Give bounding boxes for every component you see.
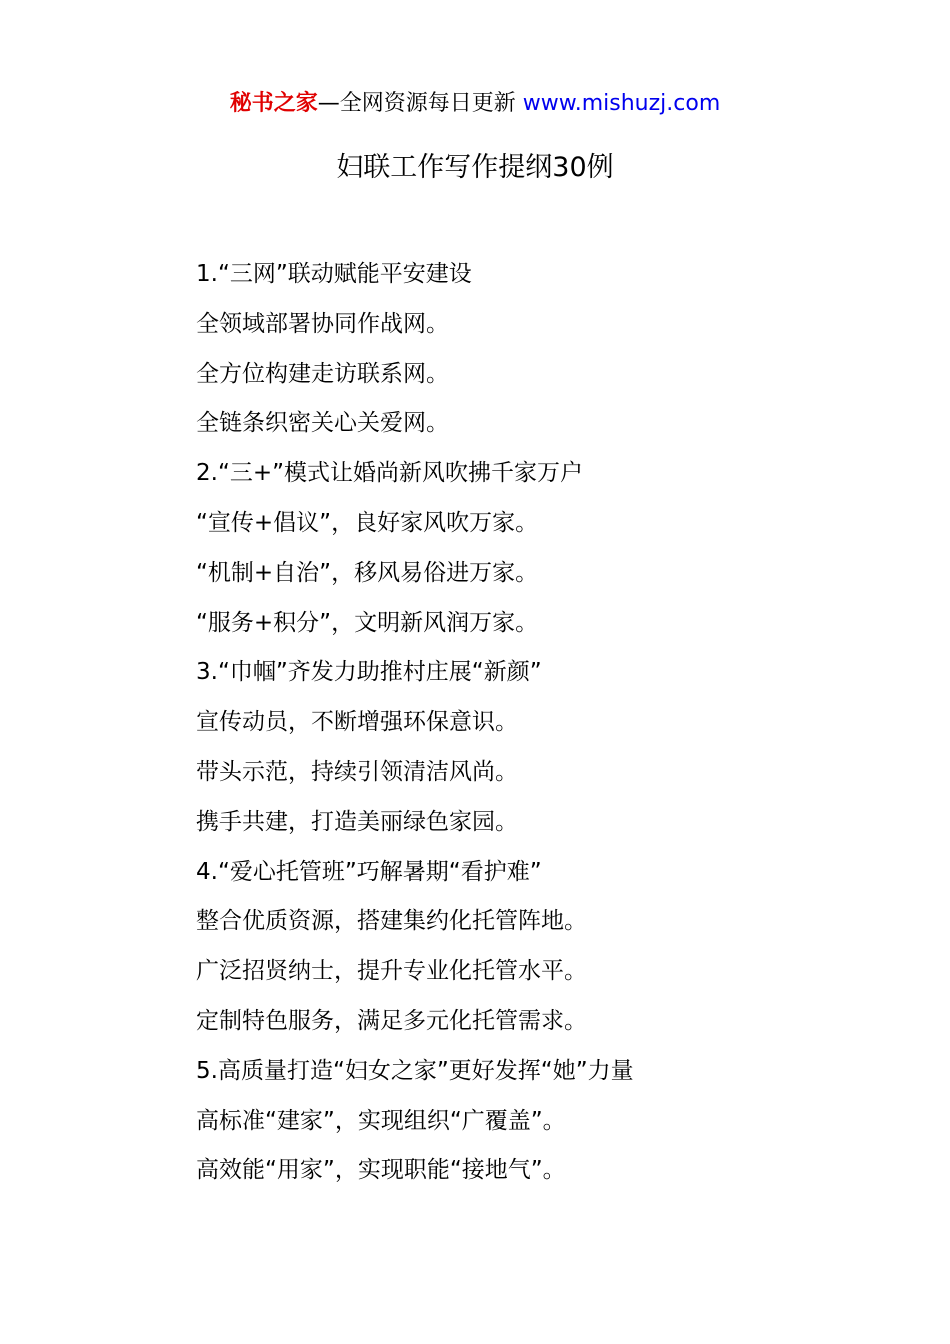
body-line: 携手共建，打造美丽绿色家园。 (196, 808, 518, 835)
body-line: “机制+自治”，移风易俗进万家。 (196, 559, 539, 586)
body-line: 宣传动员，不断增强环保意识。 (196, 709, 518, 736)
body-line: 全链条织密关心关爱网。 (196, 410, 449, 437)
body-line: “服务+积分”，文明新风润万家。 (196, 609, 539, 636)
section-heading-1: 1.“三网”联动赋能平安建设 (196, 261, 472, 287)
site-url-link[interactable]: www.mishuzj.com (522, 91, 721, 116)
section-heading-4: 4.“爱心托管班”巧解暑期“看护难” (196, 858, 542, 885)
body-line: 定制特色服务，满足多元化托管需求。 (196, 1007, 587, 1034)
document-body (196, 250, 916, 1196)
section-heading-2: 2.“三+”模式让婚尚新风吹拂千家万户 (196, 460, 584, 487)
body-line: 全领域部署协同作战网。 (196, 310, 449, 337)
body-line: 高标准“建家”，实现组织“广覆盖”。 (196, 1107, 566, 1134)
section-heading-5: 5.高质量打造“妇女之家”更好发挥“她”力量 (196, 1057, 634, 1084)
site-header (0, 88, 950, 120)
body-line: 带头示范，持续引领清洁风尚。 (196, 758, 518, 785)
body-line: 高效能“用家”，实现职能“接地气”。 (196, 1157, 566, 1184)
brand-name: 秘书之家 (229, 91, 318, 116)
body-line: 全方位构建走访联系网。 (196, 360, 449, 387)
body-line: “宣传+倡议”，良好家风吹万家。 (196, 509, 539, 536)
document-title: 妇联工作写作提纲30例 (336, 152, 614, 183)
body-line: 广泛招贤纳士，提升专业化托管水平。 (196, 958, 587, 985)
header-tagline: —全网资源每日更新 (317, 91, 516, 116)
section-heading-3: 3.“巾帼”齐发力助推村庄展“新颜” (196, 659, 542, 686)
body-line: 整合优质资源，搭建集约化托管阵地。 (196, 908, 587, 935)
